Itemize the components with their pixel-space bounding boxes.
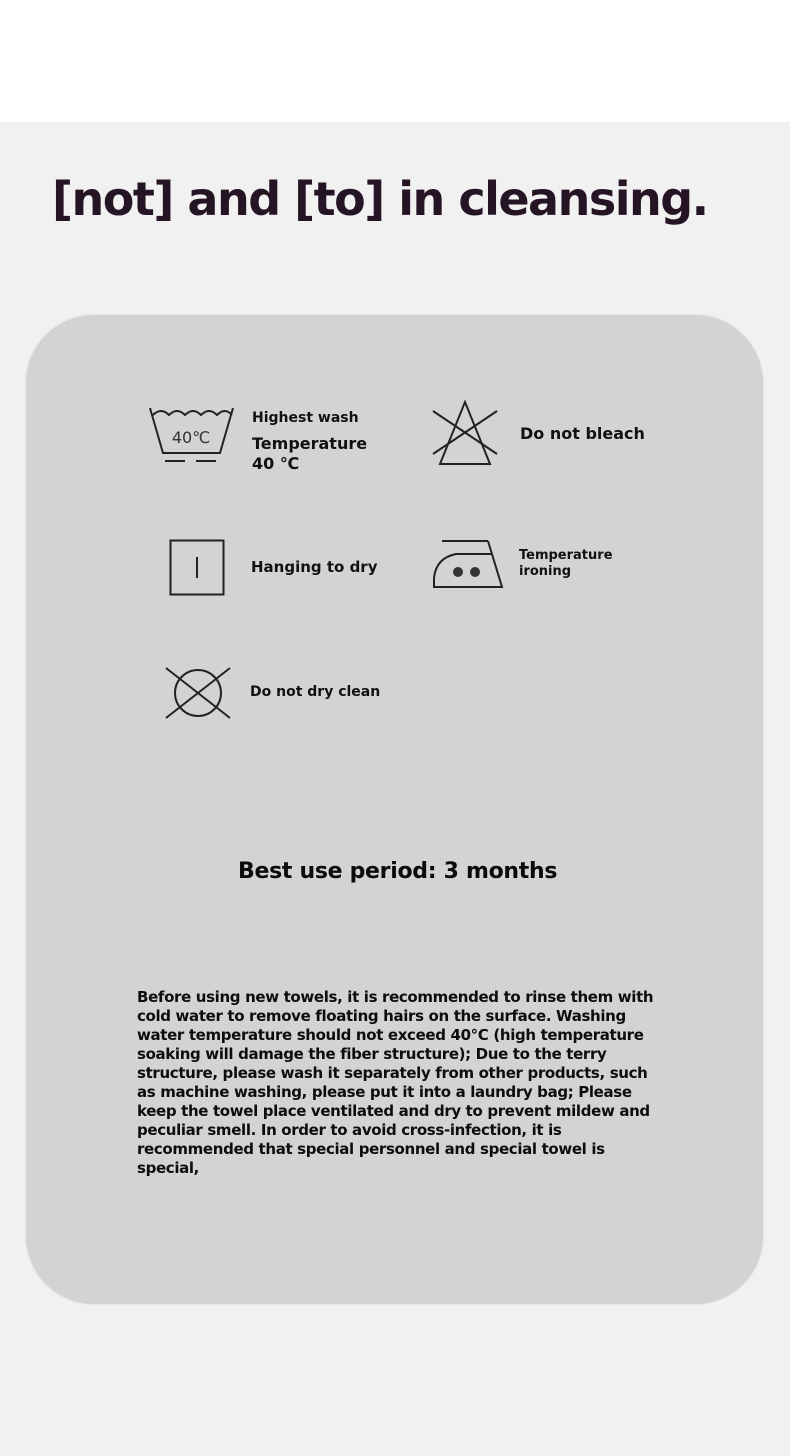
wash-tub-icon (148, 405, 236, 467)
best-use-period: Best use period: 3 months (238, 859, 558, 884)
wash-label-line1: Highest wash (252, 410, 359, 426)
wash-temp-mark: 40℃ (171, 428, 211, 447)
wash-label-line2: Temperature (252, 434, 368, 453)
no-bleach-icon (430, 399, 500, 467)
instructions-line: cold water to remove floating hairs on the surface. Washing (137, 1007, 626, 1025)
dryclean-label: Do not dry clean (250, 684, 381, 700)
dry-label: Hanging to dry (251, 558, 378, 576)
instructions-line: recommended that special personnel and special towel is (137, 1140, 605, 1158)
instructions-line: Before using new towels, it is recommended to rinse them with (137, 988, 654, 1006)
usage-instructions (137, 988, 659, 1178)
instructions-line: structure, please wash it separately from other products, such (137, 1064, 648, 1082)
instructions-line: special, (137, 1159, 200, 1177)
instructions-line: keep the towel place ventilated and dry to prevent mildew and (137, 1102, 650, 1120)
iron-icon (432, 538, 504, 590)
page-title: [not] and [to] in cleansing. (52, 172, 708, 226)
iron-label-line2: ironing (519, 564, 572, 579)
instructions-line: peculiar smell. In order to avoid cross-infection, it is (137, 1121, 562, 1139)
hang-dry-icon (169, 539, 226, 597)
no-dry-clean-icon (164, 666, 232, 720)
top-band (0, 0, 790, 122)
instructions-line: as machine washing, please put it into a laundry bag; Please (137, 1083, 632, 1101)
wash-label-line3: 40 ℃ (252, 454, 300, 473)
instructions-line: soaking will damage the fiber structure); Due to the terry (137, 1045, 607, 1063)
instructions-line: water temperature should not exceed 40℃ (high temperature (137, 1026, 644, 1044)
iron-label-line1: Temperature (519, 548, 613, 563)
bleach-label: Do not bleach (520, 424, 645, 443)
